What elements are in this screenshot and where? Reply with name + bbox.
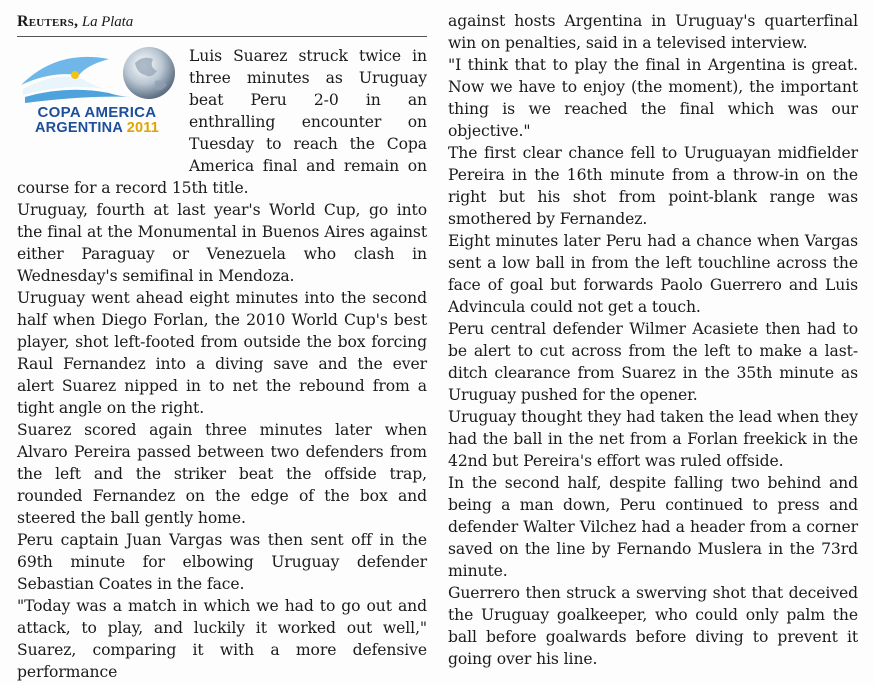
article-paragraph: Uruguay went ahead eight minutes into the second half when Diego Forlan, the 2010 World Cup's best player, shot left-footed from outside the box forcing Raul Fernandez into a diving save and the ever alert Suarez nipped in to net the rebound from a tight angle on the right. [17,289,427,417]
flag-stripe-blue-bottom [25,90,135,103]
article-paragraph: In the second half, despite falling two behind and being a man down, Peru continued to press and defender Walter Vilchez had a header from a corner saved on the line by Fernando Muslera in the 73rd minute. [448,474,858,580]
copa-america-logo [17,45,181,155]
article-paragraph: "I think that to play the final in Argentina is great. Now we have to enjoy (the moment), the important thing is we reached the final which was our objective." [448,56,858,140]
logo-graphic [17,45,181,107]
left-column [17,10,427,683]
sun-icon [71,71,79,79]
byline-location: La Plata [81,14,134,30]
article-paragraph: Uruguay thought they had taken the lead when they had the ball in the net from a Forlan freekick in the 42nd but Pereira's effort was ruled offside. [448,408,858,470]
article-paragraph: Guerrero then struck a swerving shot that deceived the Uruguay goalkeeper, who could only palm the ball before goalwards before diving to prevent it going over his line. [448,584,858,668]
article-paragraph: Peru captain Juan Vargas was then sent off in the 69th minute for elbowing Uruguay defender Sebastian Coates in the face. [17,531,427,593]
byline-agency: Reuters, [17,13,79,30]
logo-title: COPA AMERICA [37,104,157,121]
right-column [448,10,858,670]
logo-subtitle [17,121,177,136]
article-paragraph: Eight minutes later Peru had a chance when Vargas sent a low ball in from the left touchline across the face of goal but forwards Paolo Guerrero and Luis Advincula could not get a touch. [448,232,858,316]
byline [17,10,427,37]
article-paragraph: "Today was a match in which we had to go out and attack, to play, and luckily it worked out well," Suarez, comparing it with a more defensive performance [17,597,427,681]
article-paragraph: Uruguay, fourth at last year's World Cup, go into the final at the Monumental in Buenos Aires against either Paraguay or Venezuela who clash in Wednesday's semifinal in Mendoza. [17,201,427,285]
article-paragraph: against hosts Argentina in Uruguay's quarterfinal win on penalties, said in a televised interview. [448,12,858,52]
logo-country: ARGENTINA [35,120,123,136]
article-paragraph: Suarez scored again three minutes later when Alvaro Pereira passed between two defenders from the left and the striker beat the offside trap, rounded Fernandez on the edge of the box and steered the ball gently home. [17,421,427,527]
article-paragraph: Peru central defender Wilmer Acasiete then had to be alert to cut across from the left to make a last-ditch clearance from Suarez in the 35th minute as Uruguay pushed for the opener. [448,320,858,404]
article-paragraph: The first clear chance fell to Uruguayan midfielder Pereira in the 16th minute from a throw-in on the right but his shot from point-blank range was smothered by Fernandez. [448,144,858,228]
article-paragraph: Luis Suarez struck twice in three minutes as Uruguay beat Peru 2-0 in an enthralling encounter on Tuesday to reach the Copa America final and remain on course for a record 15th title. [17,47,427,197]
logo-year: 2011 [126,120,159,136]
